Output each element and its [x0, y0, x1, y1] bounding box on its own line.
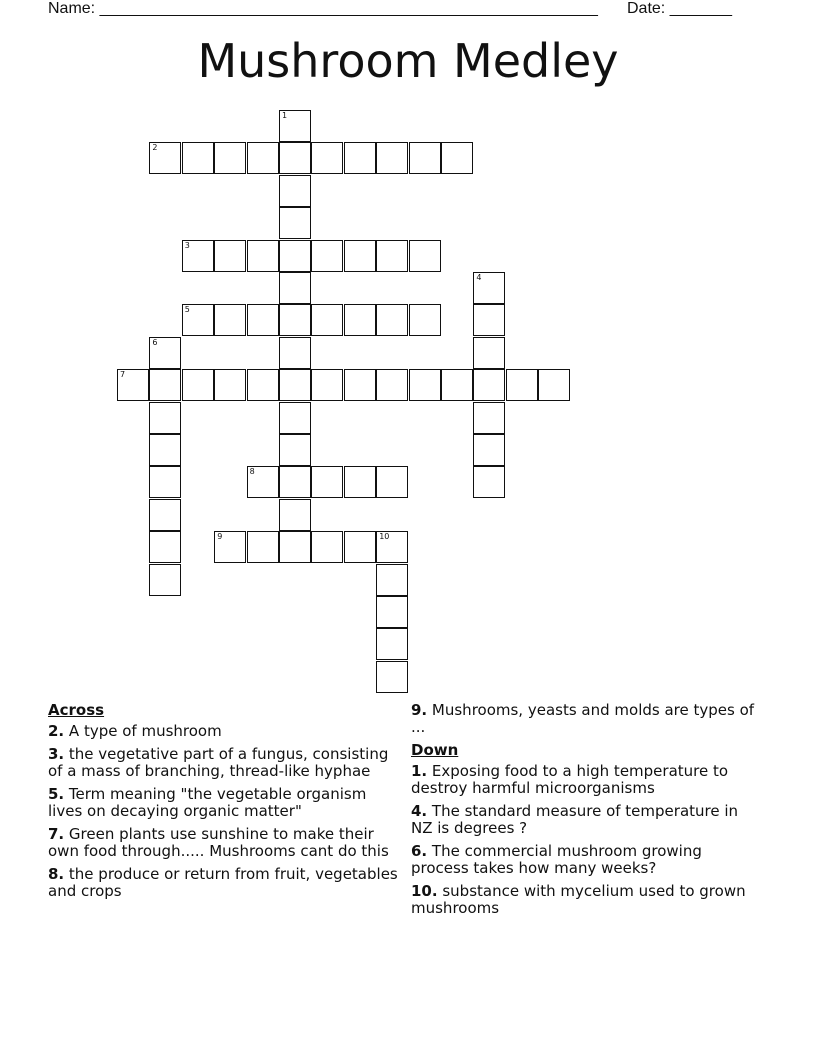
- grid-cell[interactable]: [344, 369, 376, 401]
- cell-number: 3: [184, 240, 190, 250]
- grid-cell[interactable]: [279, 369, 311, 401]
- cell-number: 6: [152, 337, 158, 347]
- clue-number: 8.: [48, 865, 65, 883]
- cell-number: 4: [476, 273, 482, 282]
- grid-cell[interactable]: [182, 369, 214, 401]
- grid-cell[interactable]: [214, 142, 246, 174]
- grid-cell[interactable]: [311, 369, 343, 401]
- clue-across-7: [48, 826, 398, 860]
- grid-cell[interactable]: [473, 402, 505, 434]
- cell-number: 5: [184, 305, 190, 315]
- clue-down-6: [411, 843, 761, 877]
- grid-cell[interactable]: [311, 240, 343, 272]
- grid-cell[interactable]: [279, 207, 311, 239]
- grid-cell[interactable]: [149, 499, 181, 531]
- grid-cell[interactable]: [279, 402, 311, 434]
- grid-cell[interactable]: [344, 531, 376, 563]
- clue-text: Term meaning "the vegetable organism lives on decaying organic matter": [48, 785, 367, 820]
- grid-cell[interactable]: [409, 369, 441, 401]
- clues-right-column: [411, 702, 761, 923]
- clue-across-2: [48, 723, 398, 740]
- grid-cell[interactable]: [149, 369, 181, 401]
- clue-text: Exposing food to a high temperature to destroy harmful microorganisms: [411, 762, 729, 797]
- grid-cell[interactable]: [247, 531, 279, 563]
- grid-cell[interactable]: [344, 466, 376, 498]
- grid-cell[interactable]: [473, 369, 505, 401]
- cell-number: 8: [249, 467, 255, 477]
- grid-cell[interactable]: [376, 628, 408, 660]
- clue-number: 4.: [411, 802, 428, 820]
- grid-cell[interactable]: [311, 142, 343, 174]
- grid-cell[interactable]: [149, 337, 181, 369]
- grid-cell[interactable]: [538, 369, 570, 401]
- grid-cell[interactable]: [247, 369, 279, 401]
- grid-cell[interactable]: [279, 466, 311, 498]
- cell-number: 10: [379, 532, 390, 542]
- grid-cell[interactable]: [376, 564, 408, 596]
- name-line[interactable]: Name: ________________________________________________________: [48, 0, 598, 17]
- clue-number: 7.: [48, 825, 65, 843]
- clue-text: The standard measure of temperature in NZ is degrees ?: [411, 802, 739, 837]
- grid-cell[interactable]: [376, 369, 408, 401]
- grid-cell[interactable]: [247, 304, 279, 336]
- clue-text: the produce or return from fruit, vegetables and crops: [48, 865, 398, 900]
- grid-cell[interactable]: [409, 142, 441, 174]
- grid-cell[interactable]: [506, 369, 538, 401]
- grid-cell[interactable]: [214, 369, 246, 401]
- grid-cell[interactable]: [279, 110, 311, 142]
- grid-cell[interactable]: [344, 304, 376, 336]
- grid-cell[interactable]: [376, 531, 408, 563]
- clue-number: 1.: [411, 762, 428, 780]
- clue-across-5: [48, 786, 398, 820]
- down-heading: Down: [411, 741, 459, 759]
- grid-cell[interactable]: [376, 661, 408, 693]
- clue-number: 2.: [48, 722, 65, 740]
- clue-text: the vegetative part of a fungus, consisting of a mass of branching, thread-like hyphae: [48, 745, 389, 780]
- grid-cell[interactable]: [214, 304, 246, 336]
- grid-cell[interactable]: [409, 304, 441, 336]
- grid-cell[interactable]: [149, 142, 181, 174]
- grid-cell[interactable]: [279, 142, 311, 174]
- cell-number: 1: [282, 111, 288, 120]
- grid-cell[interactable]: [182, 240, 214, 272]
- grid-cell[interactable]: [311, 466, 343, 498]
- clue-number: 6.: [411, 842, 428, 860]
- grid-cell[interactable]: [149, 402, 181, 434]
- grid-cell[interactable]: [473, 272, 505, 304]
- clue-number: 9.: [411, 701, 428, 719]
- grid-cell[interactable]: [311, 304, 343, 336]
- grid-cell[interactable]: [279, 175, 311, 207]
- grid-cell[interactable]: [247, 240, 279, 272]
- clue-down-10: [411, 883, 761, 917]
- grid-cell[interactable]: [279, 434, 311, 466]
- grid-cell[interactable]: [376, 466, 408, 498]
- grid-cell[interactable]: [182, 304, 214, 336]
- grid-cell[interactable]: [376, 596, 408, 628]
- date-line[interactable]: Date: _______: [627, 0, 732, 17]
- grid-cell[interactable]: [279, 304, 311, 336]
- grid-cell[interactable]: [214, 531, 246, 563]
- grid-cell[interactable]: [279, 337, 311, 369]
- grid-cell[interactable]: [441, 142, 473, 174]
- clue-across-8: [48, 866, 398, 900]
- clues-left-column: [48, 702, 398, 906]
- grid-cell[interactable]: [376, 240, 408, 272]
- puzzle-title: Mushroom Medley: [197, 34, 619, 88]
- grid-cell[interactable]: [279, 272, 311, 304]
- clue-number: 3.: [48, 745, 65, 763]
- grid-cell[interactable]: [247, 142, 279, 174]
- grid-cell[interactable]: [344, 142, 376, 174]
- grid-cell[interactable]: [344, 240, 376, 272]
- clue-across-9: [411, 702, 761, 736]
- clue-text: substance with mycelium used to grown mushrooms: [411, 882, 746, 917]
- clue-number: 10.: [411, 882, 438, 900]
- clue-text: The commercial mushroom growing process takes how many weeks?: [411, 842, 702, 877]
- across-heading: Across: [48, 701, 105, 719]
- grid-cell[interactable]: [376, 142, 408, 174]
- cell-number: 2: [152, 143, 158, 153]
- grid-cell[interactable]: [376, 304, 408, 336]
- grid-cell[interactable]: [473, 304, 505, 336]
- cell-number: 7: [120, 370, 126, 380]
- grid-cell[interactable]: [149, 531, 181, 563]
- grid-cell[interactable]: [247, 466, 279, 498]
- grid-cell[interactable]: [279, 240, 311, 272]
- clue-text: Green plants use sunshine to make their own food through..... Mushrooms cant do this: [48, 825, 389, 860]
- clue-across-3: [48, 746, 398, 780]
- grid-cell[interactable]: [279, 499, 311, 531]
- grid-cell[interactable]: [182, 142, 214, 174]
- grid-cell[interactable]: [149, 466, 181, 498]
- grid-cell[interactable]: [149, 564, 181, 596]
- clue-down-1: [411, 763, 761, 797]
- grid-cell[interactable]: [214, 240, 246, 272]
- grid-cell[interactable]: [409, 240, 441, 272]
- clue-number: 5.: [48, 785, 65, 803]
- grid-cell[interactable]: [149, 434, 181, 466]
- clue-text: Mushrooms, yeasts and molds are types of ...: [411, 701, 755, 736]
- grid-cell[interactable]: [117, 369, 149, 401]
- clue-down-4: [411, 803, 761, 837]
- grid-cell[interactable]: [473, 337, 505, 369]
- grid-cell[interactable]: [279, 531, 311, 563]
- cell-number: 9: [217, 532, 223, 542]
- clue-text: A type of mushroom: [68, 722, 222, 740]
- grid-cell[interactable]: [441, 369, 473, 401]
- grid-cell[interactable]: [473, 466, 505, 498]
- grid-cell[interactable]: [473, 434, 505, 466]
- grid-cell[interactable]: [311, 531, 343, 563]
